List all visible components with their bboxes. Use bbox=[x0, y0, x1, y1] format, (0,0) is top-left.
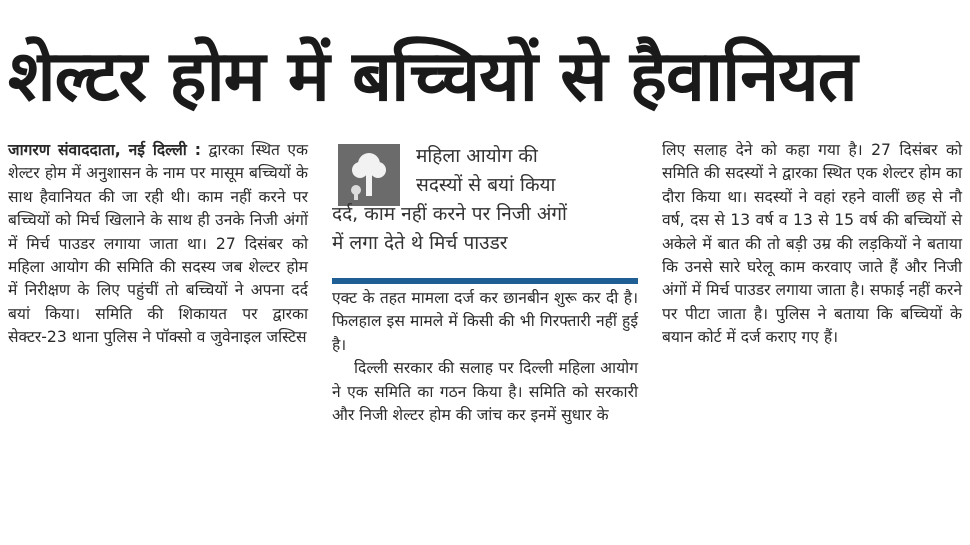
pull-quote bbox=[332, 136, 638, 288]
byline: जागरण संवाददाता, नई दिल्ली : bbox=[8, 141, 201, 159]
article-column-2 bbox=[332, 287, 638, 427]
pull-quote-text bbox=[332, 142, 638, 258]
tree-icon bbox=[338, 144, 400, 206]
column-2-paragraph-1: एक्ट के तहत मामला दर्ज कर छानबीन शुरू कर दी है। फिलहाल इस मामले में किसी की भी गिरफ्तारी नहीं हुई है। bbox=[332, 289, 638, 354]
pull-quote-line-3: दर्द, काम नहीं करने पर निजी अंगों bbox=[332, 203, 567, 225]
column-2-paragraph-2: दिल्ली सरकार की सलाह पर दिल्ली महिला आयोग ने एक समिति का गठन किया है। समिति को सरकारी और निजी शेल्टर होम की जांच कर इनमें सुधार के bbox=[332, 359, 638, 425]
pull-quote-line-2: सदस्यों से बयां किया bbox=[416, 174, 556, 196]
article-column-3 bbox=[662, 139, 962, 350]
article-column-1 bbox=[8, 139, 308, 350]
pull-quote-rule bbox=[332, 278, 638, 284]
column-1-text: द्वारका स्थित एक शेल्टर होम में अनुशासन के नाम पर मासूम बच्चियों के साथ हैवानियत की जा रही थी। काम नहीं करने पर बच्चियों को मिर्च खिलाने के साथ ही उनके निजी अंगों में मिर्च पाउडर लगाया जाता था। 27 दिसंबर को महिला आयोग की समिति की सदस्य जब शेल्टर होम में निरीक्षण के लिए पहुंचीं तो बच्चियों ने अपना दर्द बयां किया। समिति की शिकायत पर द्वारका सेक्टर-23 थाना पुलिस ने पॉक्सो व जुवेनाइल जस्टिस bbox=[8, 141, 308, 347]
pull-quote-line-1: महिला आयोग की bbox=[416, 145, 538, 167]
headline: शेल्टर होम में बच्चियों से हैवानियत bbox=[8, 35, 857, 117]
pull-quote-line-4: में लगा देते थे मिर्च पाउडर bbox=[332, 232, 508, 254]
column-3-text: लिए सलाह देने को कहा गया है। 27 दिसंबर को समिति की सदस्यों ने द्वारका स्थित एक शेल्टर होम का दौरा किया था। सदस्यों ने वहां रहने वालीं छह से नौ वर्ष, दस से 13 वर्ष व 13 से 15 वर्ष की बच्चियों से अकेले में बात की तो बड़ी उम्र की लड़कियों ने बताया कि उनसे सारे घरेलू काम करवाए जाते हैं और निजी अंगों में मिर्च पाउडर लगाया जाता है। सफाई नहीं करने पर पीटा जाता है। पुलिस ने बताया कि बच्चियों के बयान कोर्ट में दर्ज कराए गए हैं। bbox=[662, 141, 962, 347]
